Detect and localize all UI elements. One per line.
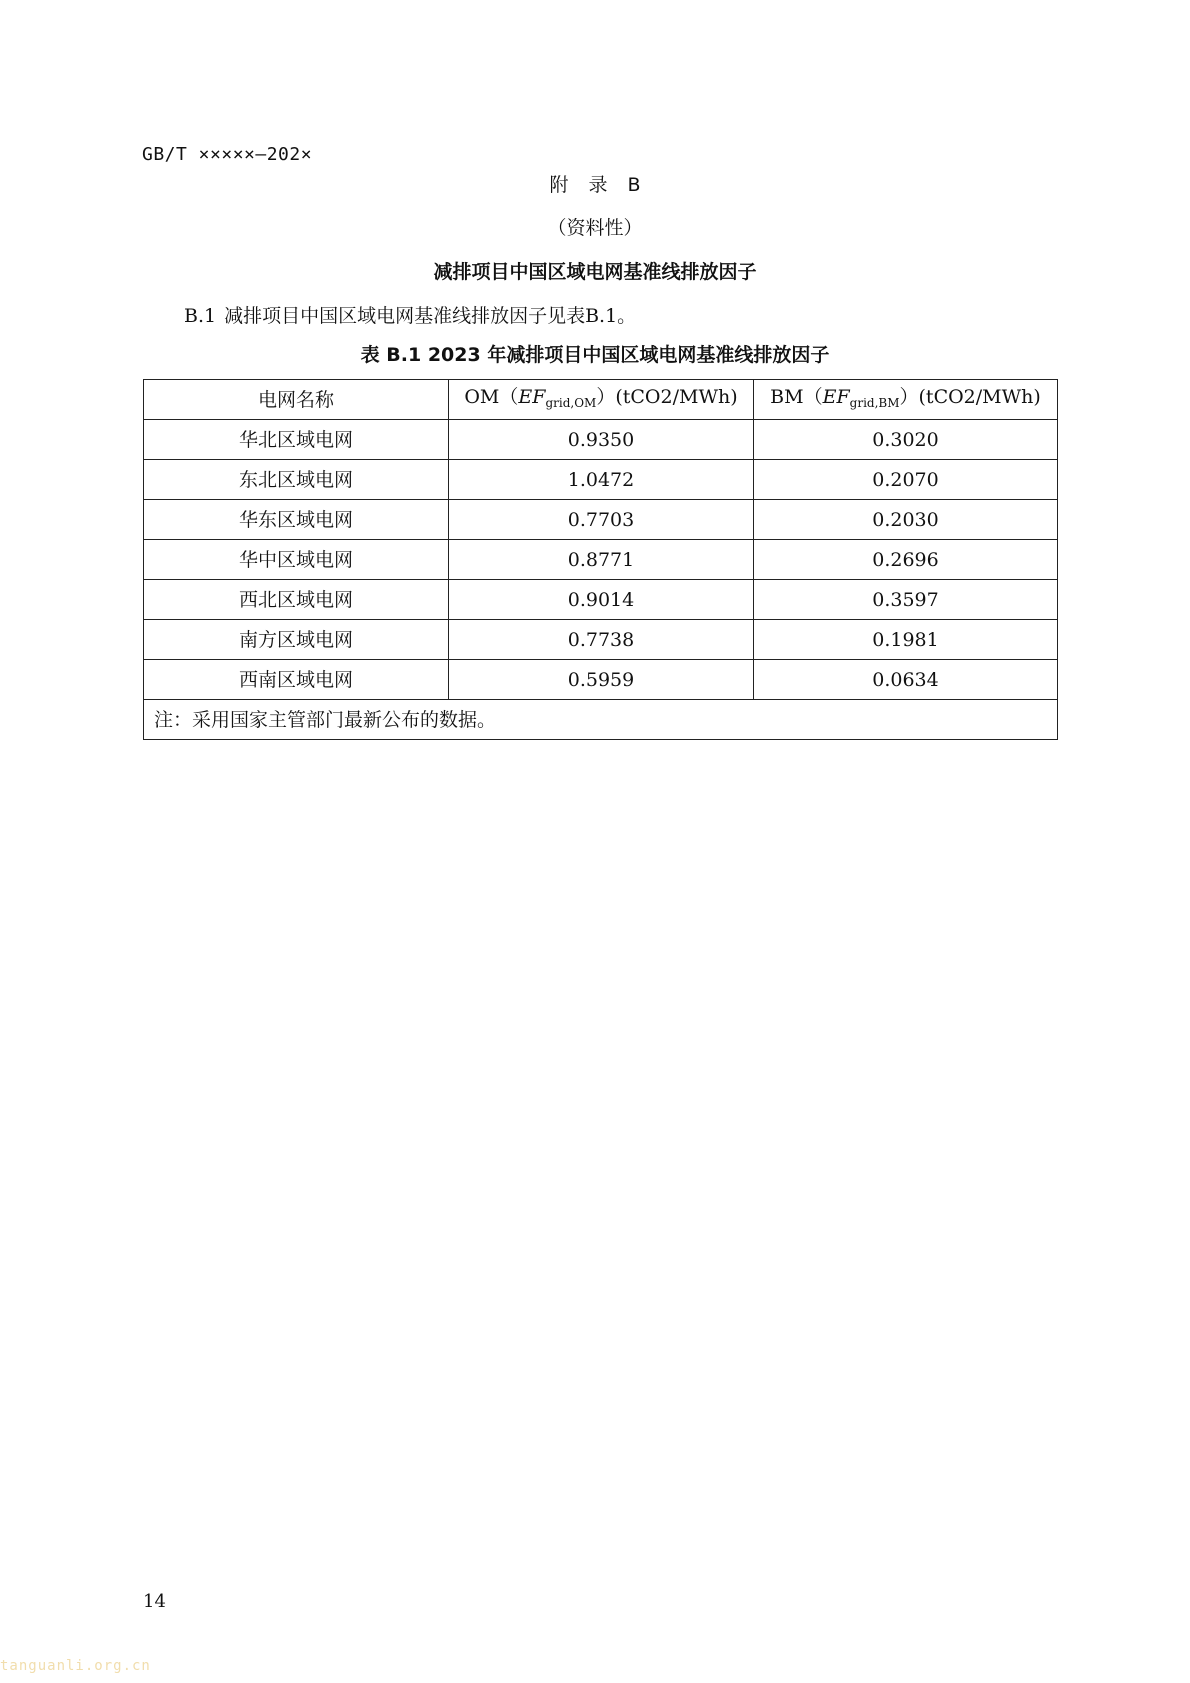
appendix-heading: 减排项目中国区域电网基准线排放因子	[433, 261, 757, 283]
grid-name-cell: 华中区域电网	[144, 540, 449, 580]
standard-code: GB/T ×××××—202×	[142, 144, 313, 165]
grid-name-cell: 西南区域电网	[144, 660, 449, 700]
table-row	[144, 540, 1058, 580]
om-subscript: grid,OM	[545, 395, 597, 410]
table-note-row	[144, 700, 1058, 740]
grid-name-cell: 南方区域电网	[144, 620, 449, 660]
bm-subscript: grid,BM	[849, 395, 900, 410]
table-row	[144, 460, 1058, 500]
om-value-cell: 0.7703	[449, 500, 754, 540]
grid-name-cell: 华东区域电网	[144, 500, 449, 540]
bm-symbol: EF	[822, 385, 850, 408]
om-value-cell: 1.0472	[449, 460, 754, 500]
om-value-cell: 0.8771	[449, 540, 754, 580]
appendix-title: 附 录 B	[549, 174, 641, 196]
bm-value-cell: 0.2070	[754, 460, 1058, 500]
table-header-row	[144, 380, 1058, 420]
bm-prefix: BM（	[770, 385, 823, 408]
bm-value-cell: 0.2696	[754, 540, 1058, 580]
bm-value-cell: 0.3020	[754, 420, 1058, 460]
table-row	[144, 620, 1058, 660]
grid-name-cell: 西北区域电网	[144, 580, 449, 620]
bm-value-cell: 0.0634	[754, 660, 1058, 700]
page-number: 14	[143, 1591, 166, 1612]
om-value-cell: 0.9014	[449, 580, 754, 620]
table-row	[144, 580, 1058, 620]
table-row	[144, 660, 1058, 700]
table-row	[144, 500, 1058, 540]
bm-value-cell: 0.1981	[754, 620, 1058, 660]
bm-value-cell: 0.3597	[754, 580, 1058, 620]
table-caption: 表 B.1 2023 年减排项目中国区域电网基准线排放因子	[360, 344, 830, 366]
grid-name-cell: 华北区域电网	[144, 420, 449, 460]
grid-name-cell: 东北区域电网	[144, 460, 449, 500]
column-header-om	[449, 380, 754, 420]
om-value-cell: 0.7738	[449, 620, 754, 660]
table-note: 注：采用国家主管部门最新公布的数据。	[144, 700, 1058, 740]
om-suffix: ）(tCO2/MWh)	[596, 385, 738, 408]
column-header-bm	[754, 380, 1058, 420]
om-value-cell: 0.5959	[449, 660, 754, 700]
watermark: tanguanli.org.cn	[0, 1658, 151, 1674]
column-header-grid-name: 电网名称	[144, 380, 449, 420]
emission-factor-table	[143, 379, 1058, 740]
om-symbol: EF	[518, 385, 546, 408]
bm-suffix: ）(tCO2/MWh)	[899, 385, 1041, 408]
bm-value-cell: 0.2030	[754, 500, 1058, 540]
clause-text: 减排项目中国区域电网基准线排放因子见表B.1。	[224, 305, 637, 327]
clause-b1	[184, 303, 636, 329]
om-prefix: OM（	[464, 385, 519, 408]
clause-number: B.1	[184, 305, 217, 327]
appendix-nature: （资料性）	[547, 217, 643, 239]
table-row	[144, 420, 1058, 460]
om-value-cell: 0.9350	[449, 420, 754, 460]
